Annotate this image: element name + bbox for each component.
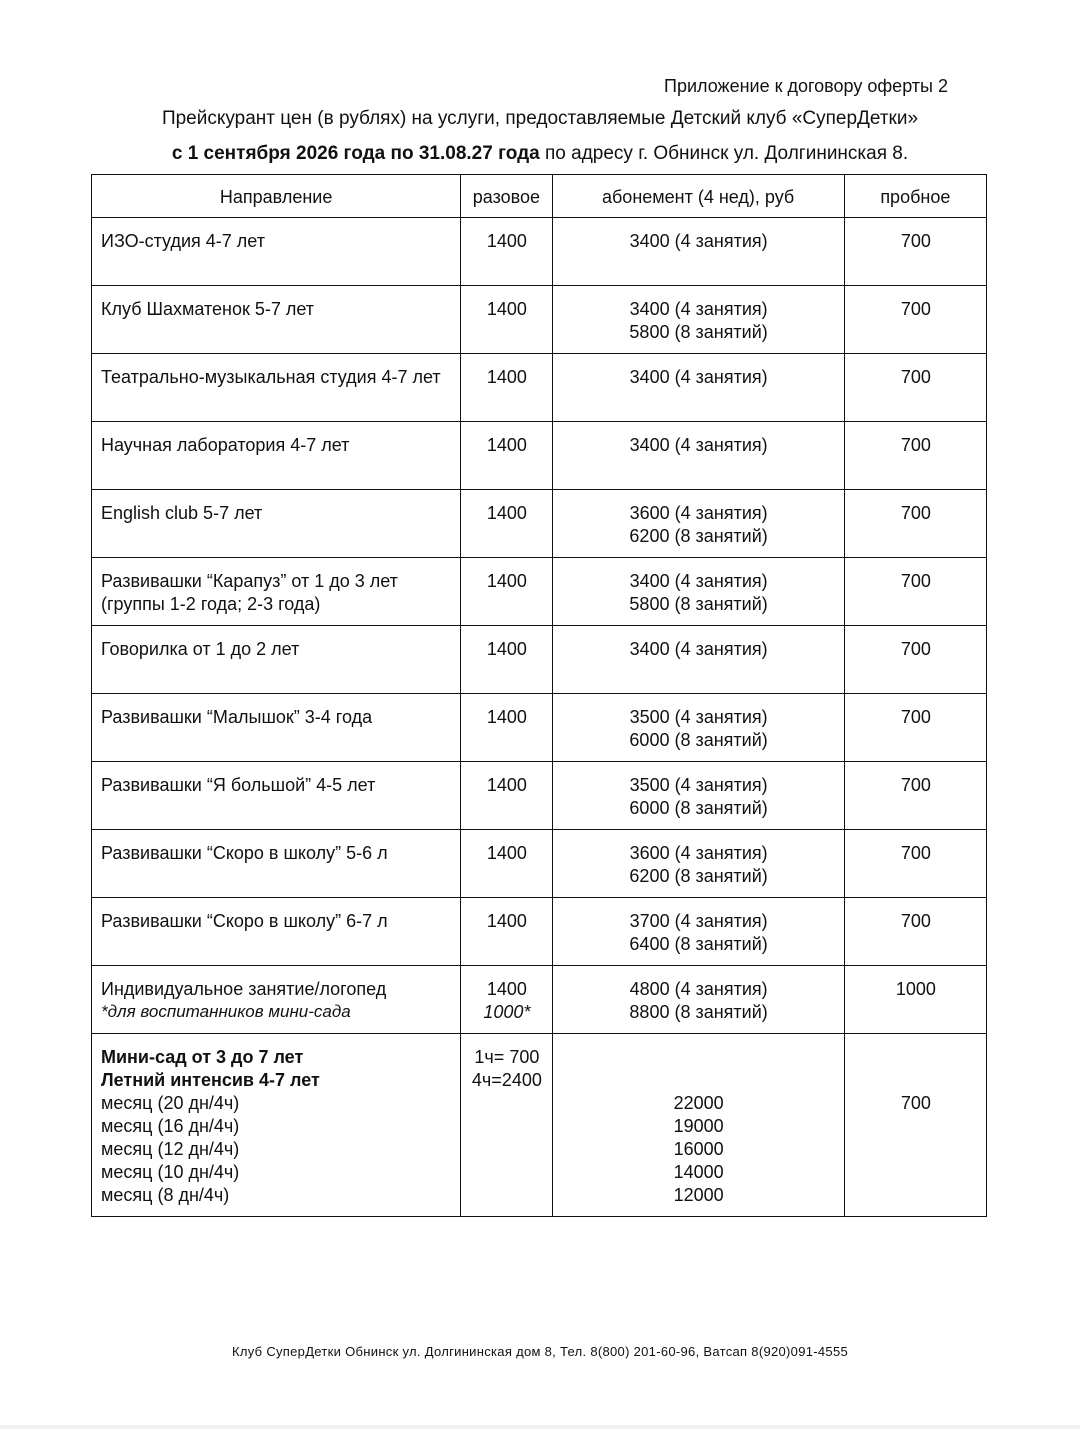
subscription-4: 3400 (4 занятия): [629, 571, 768, 591]
month-price: 16000: [673, 1139, 724, 1159]
single-price: 1400: [461, 490, 552, 558]
subscription-4: 3400 (4 занятия): [629, 299, 768, 319]
service-name: ИЗО-студия 4-7 лет: [92, 218, 461, 286]
service-name-cell: [92, 966, 461, 1034]
month-price: 22000: [673, 1093, 724, 1113]
subscription-8: 6000 (8 занятий): [629, 730, 768, 750]
subscription-8: 6000 (8 занятий): [629, 798, 768, 818]
table-row: [92, 830, 987, 898]
subscription-cell: [552, 694, 844, 762]
subscription-8: 8800 (8 занятий): [629, 1002, 768, 1022]
summer-intensive-title: Летний интенсив 4-7 лет: [101, 1070, 320, 1090]
single-price-discount: 1000*: [483, 1002, 531, 1022]
single-price: 1400: [461, 830, 552, 898]
month-price: 14000: [673, 1162, 724, 1182]
month-option: месяц (10 дн/4ч): [101, 1162, 240, 1182]
table-row-individual: [92, 966, 987, 1034]
subscription-cell: [552, 898, 844, 966]
single-price-cell: [461, 966, 552, 1034]
service-name-cell: [92, 1034, 461, 1217]
minisad-title: Мини-сад от 3 до 7 лет: [101, 1047, 304, 1067]
service-name: Развивашки “Скоро в школу” 5-6 л: [92, 830, 461, 898]
table-row-minisad: [92, 1034, 987, 1217]
table-row: [92, 626, 987, 694]
column-header-trial: пробное: [844, 175, 986, 218]
four-hour-price: 4ч=2400: [471, 1070, 542, 1090]
price-table: [91, 174, 987, 1217]
subscription-4: 3600 (4 занятия): [629, 503, 768, 523]
month-option: месяц (20 дн/4ч): [101, 1093, 240, 1113]
subscription-8: 5800 (8 занятий): [629, 594, 768, 614]
subscription-4: 3400 (4 занятия): [629, 231, 768, 251]
table-row: [92, 762, 987, 830]
subscription-4: 3500 (4 занятия): [629, 775, 768, 795]
subscription-4: 3700 (4 занятия): [629, 911, 768, 931]
month-option: месяц (12 дн/4ч): [101, 1139, 240, 1159]
table-row: [92, 422, 987, 490]
subscription-8: 5800 (8 занятий): [629, 322, 768, 342]
single-price: 1400: [461, 286, 552, 354]
subscription-cell: [552, 830, 844, 898]
column-header-single: разовое: [461, 175, 552, 218]
period-line: [0, 143, 1080, 165]
subscription-4: 3500 (4 занятия): [629, 707, 768, 727]
service-name: Театрально-музыкальная студия 4-7 лет: [92, 354, 461, 422]
table-row: [92, 558, 987, 626]
subscription-cell: [552, 558, 844, 626]
table-row: [92, 898, 987, 966]
subscription-cell: [552, 762, 844, 830]
trial-price: 700: [844, 762, 986, 830]
single-price: 1400: [461, 898, 552, 966]
single-price: 1400: [461, 762, 552, 830]
service-name: Развивашки “Малышок” 3-4 года: [92, 694, 461, 762]
table-body: [92, 218, 987, 1217]
subscription-4: 3400 (4 занятия): [629, 367, 768, 387]
period-dates: с 1 сентября 2026 года по 31.08.27 года: [171, 143, 540, 164]
table-row: [92, 218, 987, 286]
trial-price: 700: [844, 1034, 986, 1217]
table-header-row: [92, 175, 987, 218]
trial-price: 700: [844, 422, 986, 490]
service-name: Развивашки “Я большой” 4-5 лет: [92, 762, 461, 830]
service-name: Говорилка от 1 до 2 лет: [92, 626, 461, 694]
address-text: по адресу г. Обнинск ул. Долгининская 8.: [539, 143, 909, 164]
service-name: Клуб Шахматенок 5-7 лет: [92, 286, 461, 354]
subscription-cell: [552, 490, 844, 558]
subscription-cell: [552, 626, 844, 694]
table-row: [92, 286, 987, 354]
service-name: English club 5-7 лет: [92, 490, 461, 558]
subscription-cell: [552, 286, 844, 354]
subscription-cell: [552, 218, 844, 286]
trial-price: 1000: [844, 966, 986, 1034]
month-price: 19000: [673, 1116, 724, 1136]
hourly-price: 1ч= 700: [474, 1047, 540, 1067]
trial-price: 700: [844, 830, 986, 898]
service-name: Развивашки “Скоро в школу” 6-7 л: [92, 898, 461, 966]
service-name: Индивидуальное занятие/логопед: [101, 979, 387, 999]
document-title: Прейскурант цен (в рублях) на услуги, предоставляемые Детский клуб «СуперДетки»: [161, 108, 919, 129]
trial-price: 700: [844, 558, 986, 626]
subscription-4: 4800 (4 занятия): [629, 979, 768, 999]
subscription-4: 3400 (4 занятия): [629, 435, 768, 455]
subscription-cell: [552, 1034, 844, 1217]
subscription-cell: [552, 422, 844, 490]
table-row: [92, 354, 987, 422]
single-price: 1400: [461, 422, 552, 490]
single-price: 1400: [461, 354, 552, 422]
subscription-cell: [552, 354, 844, 422]
single-price-cell: [461, 1034, 552, 1217]
table-row: [92, 490, 987, 558]
subscription-cell: [552, 966, 844, 1034]
trial-price: 700: [844, 218, 986, 286]
column-header-subscription: абонемент (4 нед), руб: [552, 175, 844, 218]
subscription-8: 6400 (8 занятий): [629, 934, 768, 954]
trial-price: 700: [844, 354, 986, 422]
footer-contacts: Клуб СуперДетки Обнинск ул. Долгининская дом 8, Тел. 8(800) 201-60-96, Ватсап 8(920)091-4555: [231, 1344, 849, 1359]
trial-price: 700: [844, 286, 986, 354]
single-price: 1400: [486, 979, 527, 999]
column-header-direction: Направление: [92, 175, 461, 218]
service-name: Научная лаборатория 4-7 лет: [92, 422, 461, 490]
trial-price: 700: [844, 490, 986, 558]
subscription-4: 3400 (4 занятия): [629, 639, 768, 659]
single-price: 1400: [461, 694, 552, 762]
month-option: месяц (16 дн/4ч): [101, 1116, 240, 1136]
trial-price: 700: [844, 626, 986, 694]
month-option: месяц (8 дн/4ч): [101, 1185, 230, 1205]
service-note: *для воспитанников мини-сада: [101, 1002, 351, 1021]
table-row: [92, 694, 987, 762]
appendix-caption: Приложение к договору оферты 2: [664, 76, 948, 96]
month-price: 12000: [673, 1185, 724, 1205]
single-price: 1400: [461, 558, 552, 626]
single-price: 1400: [461, 626, 552, 694]
page-edge: [0, 1425, 1080, 1429]
single-price: 1400: [461, 218, 552, 286]
trial-price: 700: [844, 694, 986, 762]
subscription-8: 6200 (8 занятий): [629, 866, 768, 886]
subscription-8: 6200 (8 занятий): [629, 526, 768, 546]
trial-price: 700: [844, 898, 986, 966]
service-name: Развивашки “Карапуз” от 1 до 3 лет (группы 1-2 года; 2-3 года): [92, 558, 461, 626]
subscription-4: 3600 (4 занятия): [629, 843, 768, 863]
